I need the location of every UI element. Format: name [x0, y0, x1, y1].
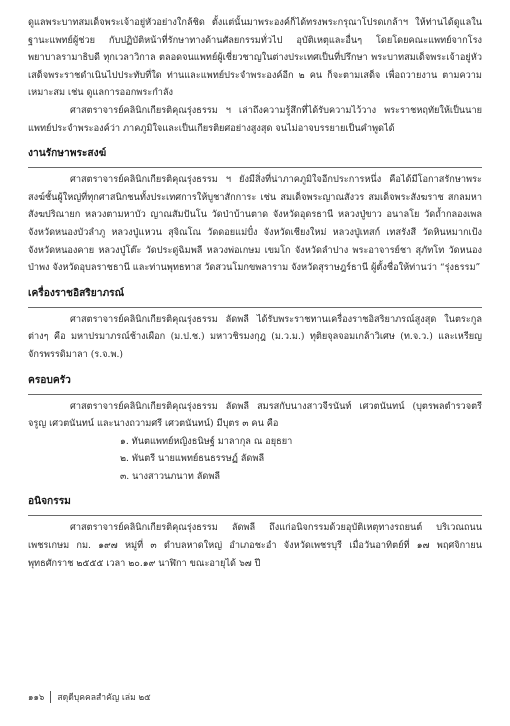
section-divider: [28, 515, 482, 516]
intro-paragraph-2: ศาสตราจารย์คลินิกเกียรติคุณรุ่งธรรม ฯ เล่าถึงความรู้สึกที่ได้รับความไว้วาง พระราชหฤทัยให้เป็นนายแพทย์ประจำพระองค์ว่า ภาคภูมิใจและเป็นเกียรติยศอย่างสูงสุด จนไม่อาจบรรยายเป็นคำพูดได้: [28, 104, 482, 134]
section-divider: [28, 307, 482, 308]
decorations-paragraph: ศาสตราจารย์คลินิกเกียรติคุณรุ่งธรรม ลัดพลี ได้รับพระราชทานเครื่องราชอิสริยาภรณ์สูงสุด ในตระกูลต่างๆ คือ มหาปรมาภรณ์ช้างเผือก (ม.ป.ช.) มหาวชิรมงกุฎ (ม.ว.ม.) ทุติยจุลจอมเกล้าวิเศษ (ท.จ.ว.) และเหรียญจักรพรรดิมาลา (ร.จ.พ.): [28, 313, 482, 360]
document-body: [28, 14, 482, 572]
section-heading-death: อนิจกรรม: [28, 496, 71, 508]
list-item: ๓. นางสาวนภนาท ลัดพลี: [120, 470, 221, 482]
section-heading-family: ครอบครัว: [28, 374, 71, 386]
family-paragraph: ศาสตราจารย์คลินิกเกียรติคุณรุ่งธรรม ลัดพลี สมรสกับนางสาวจีรนันท์ เศวตนันทน์ (บุตรพลตำรวจตรี จรูญ เศวตนันทน์ และนางถวามศรี เศวตนันทน์) มีบุตร ๓ คน คือ: [28, 400, 482, 430]
section-divider: [28, 394, 482, 395]
publication-title: สดุดีบุคคลสำคัญ เล่ม ๒๕: [57, 693, 151, 703]
monks-paragraph: ศาสตราจารย์คลินิกเกียรติคุณรุ่งธรรม ฯ ยังมีสิ่งที่น่าภาคภูมิใจอีกประการหนึ่ง คือได้มีโอกาสรักษาพระสงฆ์ชั้นผู้ใหญ่ที่ทุกศาสนิกชนทั้งประเทศการให้บูชาสักการะ เช่น สมเด็จพระญาณสังวร สมเด็จพระสังฆราช สกลมหาสังฆปริณายก หลวงตามหาบัว ญาณสัมปันโน วัดป่าบ้านตาด จังหวัดอุดรธานี หลวงปู่ขาว อนาลโย วัดถ้ำกลองเพล จังหวัดหนองบัวลำภู หลวงปู่แหวน สุจิณโณ วัดดอยแม่ปั๋ง จังหวัดเชียงใหม่ หลวงปู่เทสก์ เทสรังสี วัดหินหมากเป้ง จังหวัดหนองคาย หลวงปู่โต๊ะ วัดประดู่ฉิมพลี หลวงพ่อเกษม เขมโก จังหวัดลำปาง พระอาจารย์ชา สุภัทโท วัดหนองป่าพง จังหวัดอุบลราชธานี และท่านพุทธทาส วัดสวนโมกขพลาราม จังหวัดสุราษฎร์ธานี ผู้ตั้งชื่อให้ท่านว่า “รุ่งธรรม”: [28, 174, 482, 274]
page-number: ๑๑๖: [28, 693, 45, 703]
death-paragraph: ศาสตราจารย์คลินิกเกียรติคุณรุ่งธรรม ลัดพลี ถึงแก่อนิจกรรมด้วยอุบัติเหตุทางรถยนต์ บริเวณถนนเพชรเกษม กม. ๑๙๗ หมู่ที่ ๓ ตำบลหาดใหญ่ อำเภอชะอำ จังหวัดเพชรบุรี เมื่อวันอาทิตย์ที่ ๑๗ พฤศจิกายน พุทธศักราช ๒๕๕๕ เวลา ๒๐.๑๙ นาฬิกา ขณะอายุได้ ๖๗ ปี: [28, 522, 482, 569]
intro-paragraph-1: ดูแลพระบาทสมเด็จพระเจ้าอยู่หัวอย่างใกล้ชิด ตั้งแต่นั้นมาพระองค์ก็ได้ทรงพระกรุณาโปรดเกล้าฯ ให้ท่านได้ดูแลในฐานะแพทย์ผู้ช่วย กับปฏิบัติหน้าที่รักษาทางด้านศัลยกรรมทั่วไป อุบัติเหตุและอื่นๆ โดยโดยคณะแพทย์จากโรงพยาบาลรามาธิบดี ทุกเวลาวิกาล ตลอดจนแพทย์ผู้เชี่ยวชาญในต่างประเทศเป็นที่ปรึกษา พระบาทสมเด็จพระเจ้าอยู่หัวเสด็จพระราชดำเนินไปประทับที่ใด ท่านและแพทย์ประจำพระองค์อีก ๒ คน ก็จะตามเสด็จ เพื่อถวายงาน ตามความเหมาะสม เช่น ดูแลการออกพระกำลัง: [28, 17, 482, 99]
children-list: [28, 433, 482, 486]
page-footer: [28, 690, 151, 704]
section-heading-monks: งานรักษาพระสงฆ์: [28, 148, 107, 160]
footer-divider: [50, 691, 51, 703]
section-heading-decorations: เครื่องราชอิสริยาภรณ์: [28, 287, 125, 299]
list-item: ๒. พันตรี นายแพทย์ธนธรรษฏ์ ลัดพลี: [120, 453, 265, 465]
list-item: ๑. ทันตแพทย์หญิงธนิษฐ์ มาลากุล ณ อยุธยา: [120, 435, 293, 447]
section-divider: [28, 167, 482, 168]
